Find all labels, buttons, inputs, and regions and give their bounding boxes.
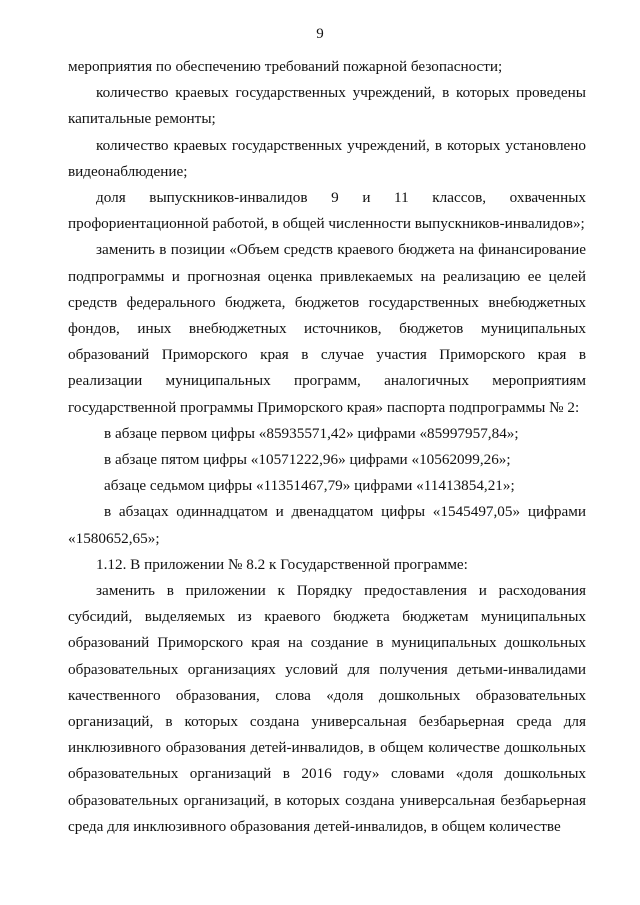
paragraph-replace-position: заменить в позиции «Объем средств краевого бюджета на финансирование подпрограммы и прогнозная оценка привлекаемых на реализацию ее целей средств федерального бюджета, бюджетов государственных внебюджетных фондов, иных внебюджетных источников, бюджетов муниципальных образований Приморского края в случае участия Приморского края в реализации муниципальных программ, аналогичных мероприятиям государственной программы Приморского края» паспорта подпрограммы № 2:	[68, 241, 586, 416]
paragraph-video-surveillance: количество краевых государственных учреждений, в которых установлено видеонаблюдение;	[68, 136, 586, 180]
paragraph-disabled-graduates: доля выпускников-инвалидов 9 и 11 классов, охваченных профориентационной работой, в общей численности выпускников-инвалидов»;	[68, 189, 586, 233]
paragraph-eleventh-twelfth-clause: в абзацах одиннадцатом и двенадцатом цифры «1545497,05» цифрами «1580652,65»;	[68, 503, 586, 547]
paragraph-first-clause: в абзаце первом цифры «85935571,42» цифрами «85997957,84»;	[104, 424, 519, 442]
document-body	[68, 54, 586, 840]
paragraph-capital-repairs: количество краевых государственных учреждений, в которых проведены капитальные ремонты;	[68, 84, 586, 128]
paragraph-fire-safety: мероприятия по обеспечению требований пожарной безопасности;	[68, 58, 503, 75]
section-heading-1-12: 1.12. В приложении № 8.2 к Государственной программе:	[96, 555, 468, 573]
paragraph-seventh-clause: абзаце седьмом цифры «11351467,79» цифрами «11413854,21»;	[104, 477, 515, 495]
paragraph-fifth-clause: в абзаце пятом цифры «10571222,96» цифрами «10562099,26»;	[104, 451, 511, 469]
page-number: 9	[316, 26, 324, 42]
paragraph-appendix-replacement: заменить в приложении к Порядку предоставления и расходования субсидий, выделяемых из краевого бюджета бюджетам муниципальных образований Приморского края на создание в муниципальных дошкольных образовательных организациях условий для получения детьми-инвалидами качественного образования, слова «доля дошкольных образовательных организаций, в которых создана универсальная безбарьерная среда для инклюзивного образования детей-инвалидов, в общем количестве дошкольных образовательных организаций в 2016 году» словами «доля дошкольных образовательных организаций, в которых создана универсальная безбарьерная среда для инклюзивного образования детей-инвалидов, в общем количестве	[68, 582, 586, 835]
